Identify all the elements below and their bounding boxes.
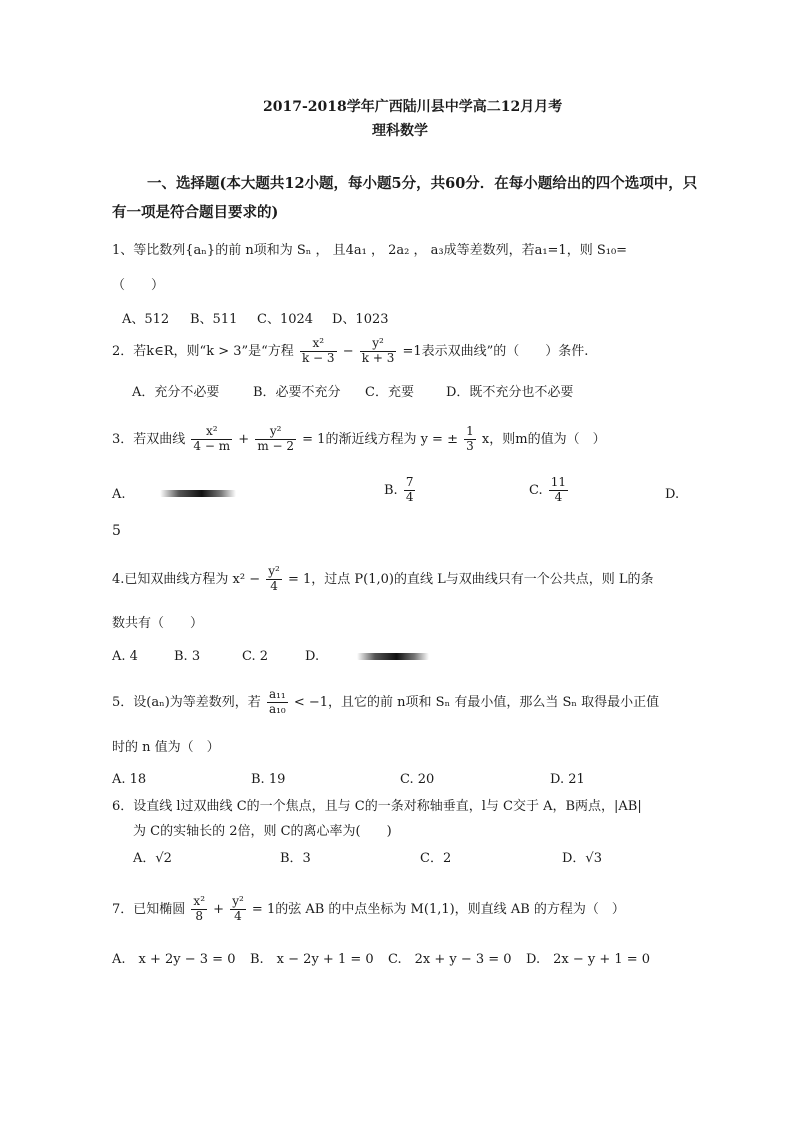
q7-fraction-2: [230, 895, 246, 924]
q3-optb-num: 7: [405, 475, 414, 489]
q6-option-d: D．√3: [562, 851, 602, 866]
q3-option-b: [384, 476, 417, 505]
q5-option-a: A. 18: [112, 772, 147, 787]
q3-fraction-1: [191, 425, 232, 454]
q3-frac1-num: x²: [191, 425, 232, 440]
q6-option-a: A．√2: [133, 851, 172, 866]
q1-option-d: D、1023: [332, 312, 389, 327]
question-4: [112, 565, 654, 594]
q2-option-c: C．充要: [365, 385, 414, 400]
q2-option-a: A．充分不必要: [132, 385, 220, 400]
question-4-line2: 数共有（ ）: [112, 616, 204, 631]
q2-frac2-den: k + 3: [361, 350, 395, 365]
q7-frac2-den: 4: [234, 908, 242, 923]
q7-option-c: C. 2x + y − 3 = 0: [388, 952, 512, 967]
q2-minus: −: [342, 343, 354, 359]
q3-option-d-label: D.: [665, 487, 680, 502]
q7-frac1-den: 8: [195, 908, 204, 923]
q5-option-c: C. 20: [400, 772, 435, 787]
q3-option-a-smudge: [160, 490, 236, 497]
q3-optc-den: 4: [554, 489, 563, 504]
q3-frac1-den: 4 − m: [193, 438, 231, 453]
q5-text-pre: 5．设(aₙ)为等差数列，若: [112, 694, 261, 710]
q6-option-b: B．3: [280, 851, 311, 866]
q4-fraction: [266, 565, 282, 594]
q2-text-post: =1表示双曲线”的（ ）条件.: [402, 343, 589, 359]
question-6-line1: 6．设直线 l过双曲线 C的一个焦点，且与 C的一条对称轴垂直，l与 C交于 A，B两点，|AB|: [112, 799, 642, 814]
question-5: [112, 688, 659, 717]
q3-plus: +: [238, 431, 250, 447]
q3-option-c-frac: [549, 476, 568, 505]
question-2: [112, 337, 588, 366]
q2-option-b: B．必要不充分: [253, 385, 341, 400]
q2-frac1-num: x²: [300, 337, 337, 352]
q2-fraction-2: [360, 337, 397, 366]
q2-frac1-den: k − 3: [301, 350, 335, 365]
q7-option-a: A. x + 2y − 3 = 0: [112, 952, 236, 967]
q1-option-c: C、1024: [257, 312, 314, 327]
q3-frac2-den: m − 2: [257, 438, 295, 453]
q3-option-a-label: A.: [112, 487, 126, 502]
q3-text-pre: 3．若双曲线: [112, 431, 186, 447]
q3-text-post: x，则m的值为（ ）: [481, 431, 606, 447]
q5-option-d: D. 21: [550, 772, 585, 787]
q7-text-post: = 1的弦 AB 的中点坐标为 M(1,1)，则直线 AB 的方程为（ ）: [251, 901, 625, 917]
q3-option-d-value: 5: [112, 523, 121, 539]
q3-option-c-label: C.: [529, 482, 543, 498]
q3-frac3-num: 1: [466, 424, 474, 438]
q1-option-a: A、512: [122, 312, 170, 327]
q4-frac-den: 4: [270, 578, 278, 593]
q4-text-pre: 4.已知双曲线方程为 x² −: [112, 571, 261, 587]
q7-text-pre: 7．已知椭圆: [112, 901, 186, 917]
q4-option-c: C. 2: [242, 649, 269, 664]
q4-option-d: D.: [305, 649, 320, 664]
q7-option-d: D. 2x − y + 1 = 0: [526, 952, 651, 967]
q5-option-b: B. 19: [251, 772, 286, 787]
question-7: [112, 895, 625, 924]
q3-frac3-den: 3: [466, 438, 474, 453]
page-subtitle: 理科数学: [372, 123, 428, 139]
question-1-paren: （ ）: [112, 278, 165, 293]
q3-optb-den: 4: [405, 489, 414, 504]
q2-frac2-num: y²: [360, 337, 397, 352]
question-6-line2: 为 C的实轴长的 2倍，则 C的离心率为( ): [133, 824, 392, 839]
q3-frac2-num: y²: [255, 425, 296, 440]
q3-option-b-frac: [404, 476, 416, 505]
q4-frac-num: y²: [268, 564, 280, 578]
q2-text-pre: 2．若k∈R，则“k > 3”是“方程: [112, 343, 294, 359]
q4-option-a: A. 4: [112, 649, 138, 664]
q5-text-post: < −1，且它的前 n项和 Sₙ 有最小值，那么当 Sₙ 取得最小正值: [293, 694, 660, 710]
q6-option-c: C．2: [420, 851, 452, 866]
q7-plus: +: [213, 901, 225, 917]
q5-frac-num: a₁₁: [268, 687, 286, 701]
question-5-line2: 时的 n 值为（ ）: [112, 740, 220, 755]
section-heading-line1: 一、选择题(本大题共12小题，每小题5分，共60分．在每小题给出的四个选项中，只: [147, 175, 698, 192]
q4-option-d-smudge: [357, 653, 429, 660]
q3-optc-num: 11: [550, 475, 567, 489]
q3-fraction-3: [464, 425, 476, 454]
page-title: 2017-2018学年广西陆川县中学高二12月月考: [263, 99, 563, 115]
q7-frac1-num: x²: [193, 894, 205, 908]
q3-option-c: [529, 476, 570, 505]
section-heading-line2: 有一项是符合题目要求的): [112, 204, 279, 221]
q7-frac2-num: y²: [232, 894, 244, 908]
q5-fraction: [267, 688, 288, 717]
q4-option-b: B. 3: [174, 649, 201, 664]
question-1: 1、等比数列{aₙ}的前 n项和为 Sₙ ， 且4a₁ ， 2a₂ ， a₃成等差数列，若a₁=1，则 S₁₀=: [112, 243, 628, 258]
q7-fraction-1: [191, 895, 207, 924]
q5-frac-den: a₁₀: [268, 701, 286, 716]
q3-text-mid: = 1的渐近线方程为 y = ±: [302, 431, 458, 447]
q7-option-b: B. x − 2y + 1 = 0: [250, 952, 374, 967]
q3-option-b-label: B.: [384, 482, 398, 498]
q2-fraction-1: [300, 337, 337, 366]
q4-text-post: = 1，过点 P(1,0)的直线 L与双曲线只有一个公共点，则 L的条: [287, 571, 654, 587]
q2-option-d: D．既不充分也不必要: [446, 385, 574, 400]
q3-fraction-2: [255, 425, 296, 454]
q1-option-b: B、511: [190, 312, 238, 327]
question-3: [112, 425, 606, 454]
